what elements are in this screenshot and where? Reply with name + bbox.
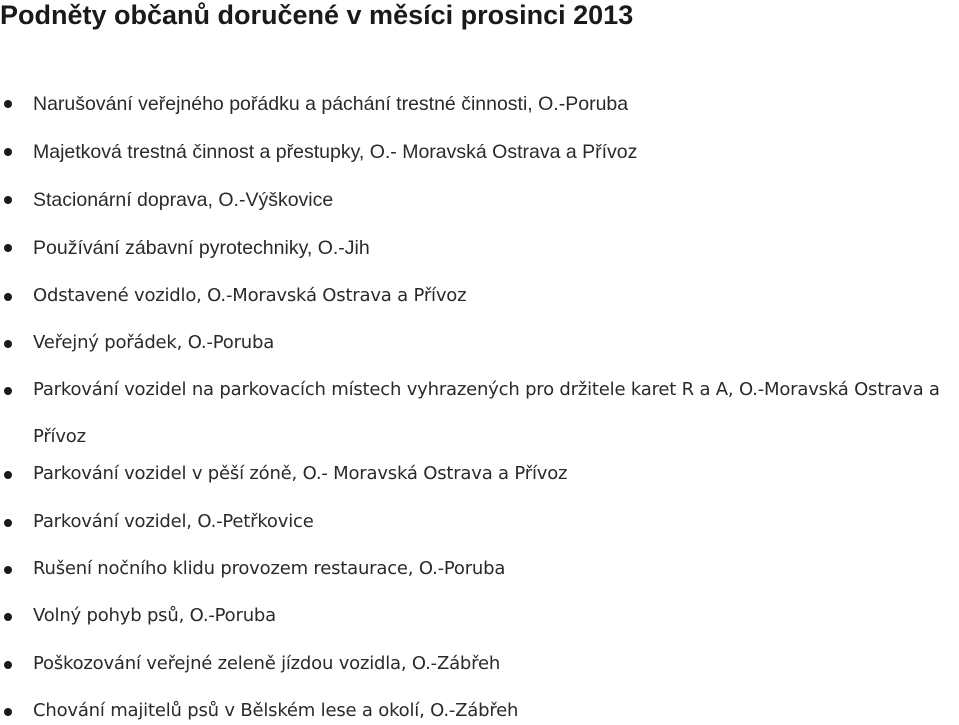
bullet-icon [4,661,12,669]
page-title: Podněty občanů doručené v měsíci prosinci 2013 [0,0,634,30]
bullet-icon [4,196,12,204]
bullet-icon [4,566,12,574]
list-item-text: Poškozování veřejné zeleně jízdou vozidla, O.-Zábřeh [33,653,501,674]
list-item-text: Parkování vozidel na parkovacích místech vyhrazených pro držitele karet R a A, O.-Moravská Ostrava a Přívoz [33,379,940,447]
bullet-icon [4,340,12,348]
list-item-text: Parkování vozidel v pěší zóně, O.- Moravská Ostrava a Přívoz [33,463,568,484]
list-item-text: Chování majitelů psů v Bělském lese a okolí, O.-Zábřeh [33,700,519,721]
bullet-icon [4,519,12,527]
list-item-text: Majetková trestná činnost a přestupky, O.- Moravská Ostrava a Přívoz [33,141,638,163]
bullet-icon [4,471,12,479]
bullet-icon [4,708,12,716]
bullet-icon [4,293,12,301]
bullet-icon [4,613,12,621]
bullet-icon [4,100,12,108]
list-item-text: Odstavené vozidlo, O.-Moravská Ostrava a Přívoz [33,285,467,306]
list-item-text: Veřejný pořádek, O.-Poruba [33,332,275,353]
list-item-text: Stacionární doprava, O.-Výškovice [33,189,334,211]
list-item-text: Používání zábavní pyrotechniky, O.-Jih [33,237,370,259]
list-item-text: Parkování vozidel, O.-Petřkovice [33,511,314,532]
bullet-icon [4,387,12,395]
bullet-icon [4,244,12,252]
list-item-text: Volný pohyb psů, O.-Poruba [33,605,276,626]
list-item-text: Rušení nočního klidu provozem restaurace, O.-Poruba [33,558,506,579]
list-item-text: Narušování veřejného pořádku a páchání trestné činnosti, O.-Poruba [33,93,629,115]
bullet-icon [4,148,12,156]
